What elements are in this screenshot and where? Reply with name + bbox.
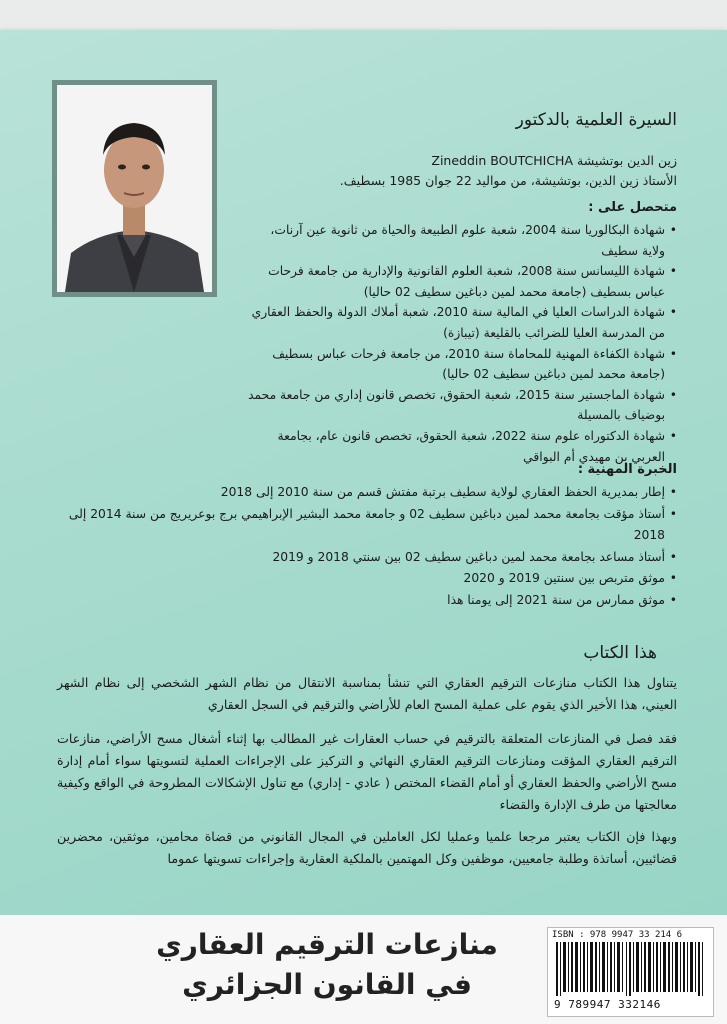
- experience-item: • أستاذ مؤقت بجامعة محمد لمين دباغين سطيف 02 و جامعة محمد البشير الإبراهيمي برج بوعريريج من سنة 2014 إلى 2018: [67, 504, 677, 547]
- book-heading: هذا الكتاب: [583, 643, 657, 663]
- education-item: • شهادة الدكتوراه علوم سنة 2022، شعبة الحقوق، تخصص قانون عام، بجامعة العربي بن مهيدي أم البواقي: [247, 426, 677, 467]
- experience-list: [67, 482, 677, 611]
- education-item: • شهادة البكالوريا سنة 2004، شعبة علوم الطبيعة والحياة من ثانوية عين آرنات، ولاية سطيف: [247, 220, 677, 261]
- barcode-number: 9 789947 332146: [554, 998, 661, 1011]
- education-item: • شهادة الدراسات العليا في المالية سنة 2010، شعبة أملاك الدولة والحفظ العقاري من المدرسة العليا للضرائب بالقليعة (تيبازة): [247, 302, 677, 343]
- experience-heading: الخبرة المهنية :: [577, 462, 677, 477]
- education-heading: متحصل على :: [588, 200, 677, 215]
- education-item: • شهادة الكفاءة المهنية للمحاماة سنة 2010، من جامعة فرحات عباس بسطيف (جامعة محمد لمين دباغين سطيف 02 حاليا): [247, 344, 677, 385]
- book-title-line2: في القانون الجزائري: [182, 968, 472, 1001]
- education-item: • شهادة الماجستير سنة 2015، شعبة الحقوق، تخصص قانون إداري من جامعة محمد بوضياف بالمسيلة: [247, 385, 677, 426]
- isbn-label: ISBN : 978 9947 33 214 6: [552, 930, 683, 940]
- experience-item: • إطار بمديرية الحفظ العقاري لولاية سطيف برتبة مفتش قسم من سنة 2010 إلى 2018: [67, 482, 677, 504]
- barcode-icon: [554, 942, 706, 996]
- author-photo-frame: [52, 80, 217, 297]
- experience-item: • موثق ممارس من سنة 2021 إلى يومنا هذا: [67, 590, 677, 612]
- author-name: زين الدين بوتشيشة Zineddin BOUTCHICHA: [431, 153, 677, 168]
- book-title: [137, 925, 517, 1005]
- education-list: [247, 220, 677, 467]
- isbn-barcode: [547, 927, 714, 1017]
- book-paragraph: وبهذا فإن الكتاب يعتبر مرجعا علميا وعمليا لكل العاملين في المجال القانوني من قضاة محامين، موثقين، محضرين قضائيين، أساتذة وطلبة جامعيين، موظفين وكل المهتمين بالملكية العقارية وإجراءات تسويتها عموما: [57, 829, 677, 866]
- education-item: • شهادة الليسانس سنة 2008، شعبة العلوم القانونية والإدارية من جامعة فرحات عباس بسطيف (جامعة محمد لمين دباغين سطيف 02 حاليا): [247, 261, 677, 302]
- book-paragraph: فقد فصل في المنازعات المتعلقة بالترقيم في حساب العقارات غير المطالب بها إثناء أشغال مسح الأراضي، منازعات الترقيم العقاري المؤقت ومنازعات الترقيم العقاري النهائي و التركيز على الإجراءات العملية لتسويتها سواء أمام إدارة مسح الأراضي والحفظ العقاري أو أمام القضاء المختص ( عادي - إداري) مع تناول الإشكالات المطروحة في الواقع وكيفية معالجتها من طرف الإدارة والقضاء: [57, 731, 677, 812]
- book-title-line1: منازعات الترقيم العقاري: [156, 928, 498, 961]
- author-birth: الأستاذ زين الدين، بوتشيشة، من مواليد 22 جوان 1985 بسطيف.: [339, 173, 677, 188]
- book-paragraph: يتناول هذا الكتاب منازعات الترقيم العقاري التي تنشأ بمناسبة الانتقال من نظام الشهر الشخصي إلى نظام الشهر العيني، هذا الأخير الذي يقوم على عملية المسح العام للأراضي والترقيم في السجل العقاري: [57, 675, 677, 712]
- experience-item: • موثق متربص بين سنتين 2019 و 2020: [67, 568, 677, 590]
- experience-item: • أستاذ مساعد بجامعة محمد لمين دباغين سطيف 02 بين سنتي 2018 و 2019: [67, 547, 677, 569]
- author-photo: [57, 85, 212, 292]
- bio-title: السيرة العلمية بالدكتور: [515, 110, 677, 130]
